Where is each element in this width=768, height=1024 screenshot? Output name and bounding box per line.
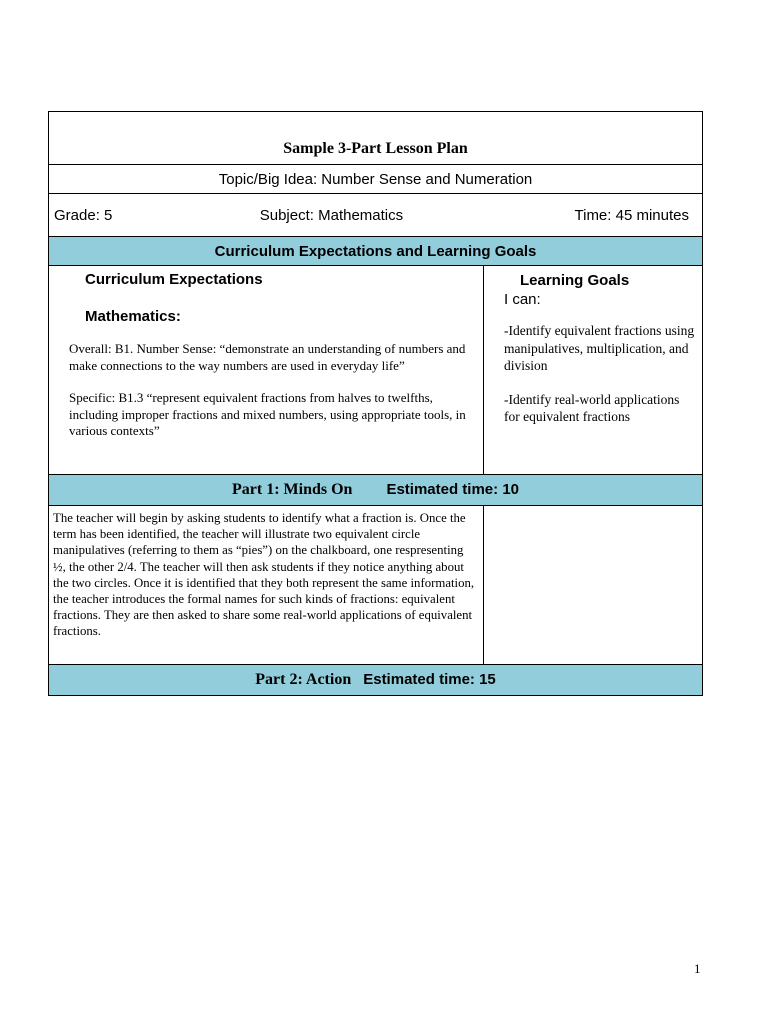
time-text: Time: 45 minutes — [574, 206, 689, 224]
learning-goal-item: -Identify real-world applications for equivalent fractions — [504, 391, 680, 424]
specific-expectation: Specific: B1.3 “represent equivalent fractions from halves to twelfths, including improper fractions and mixed numbers, using appropriate tools, in various contexts” — [69, 390, 466, 438]
part1-label: Part 1: Minds On — [232, 481, 353, 498]
part1-description-cell — [49, 506, 484, 665]
title-cell — [49, 112, 703, 165]
curriculum-expectations-cell — [49, 266, 484, 475]
learning-goals-intro: I can: — [504, 291, 541, 308]
topic-text: Topic/Big Idea: Number Sense and Numeration — [218, 170, 533, 188]
part1-description: The teacher will begin by asking students to identify what a fraction is. Once the term has been identified, the teacher will illustrate two equivalent circle manipulatives (referring to them as “pies”) on the chalkboard, one respresenting ½, the other 2/4. The teacher will then ask students if they notice anything about the two circles. Once it is identified that they both represent the same information, the teacher introduces the formal names for such kinds of fractions: equivalent fractions. They are then asked to share some real-world applications of equivalent fractions. — [53, 511, 475, 639]
topic-cell — [49, 165, 703, 194]
part2-heading — [49, 665, 703, 696]
curriculum-section-heading — [49, 237, 703, 266]
part1-heading — [49, 475, 703, 506]
part1-notes-cell — [484, 506, 703, 665]
curriculum-section-heading-text: Curriculum Expectations and Learning Goals — [214, 242, 537, 260]
learning-goals-cell — [484, 266, 703, 475]
curriculum-expectations-heading: Curriculum Expectations — [85, 271, 263, 288]
learning-goals-heading: Learning Goals — [520, 272, 630, 289]
learning-goal-item: -Identify equivalent fractions using manipulatives, multiplication, and division — [504, 323, 695, 373]
mathematics-subheading: Mathematics: — [85, 307, 181, 325]
grade-text: Grade: 5 — [54, 206, 113, 224]
subject-text: Subject: Mathematics — [259, 206, 404, 224]
part2-label: Part 2: Action — [255, 671, 352, 688]
info-row — [49, 194, 703, 237]
lesson-plan-table — [48, 111, 703, 696]
lesson-plan-title: Sample 3-Part Lesson Plan — [283, 140, 468, 157]
part2-time: Estimated time: 15 — [363, 671, 496, 688]
overall-expectation: Overall: B1. Number Sense: “demonstrate an understanding of numbers and make connections to the way numbers are used in everyday life” — [69, 341, 466, 373]
page-number: 1 — [694, 961, 701, 976]
part1-time: Estimated time: 10 — [386, 481, 519, 498]
